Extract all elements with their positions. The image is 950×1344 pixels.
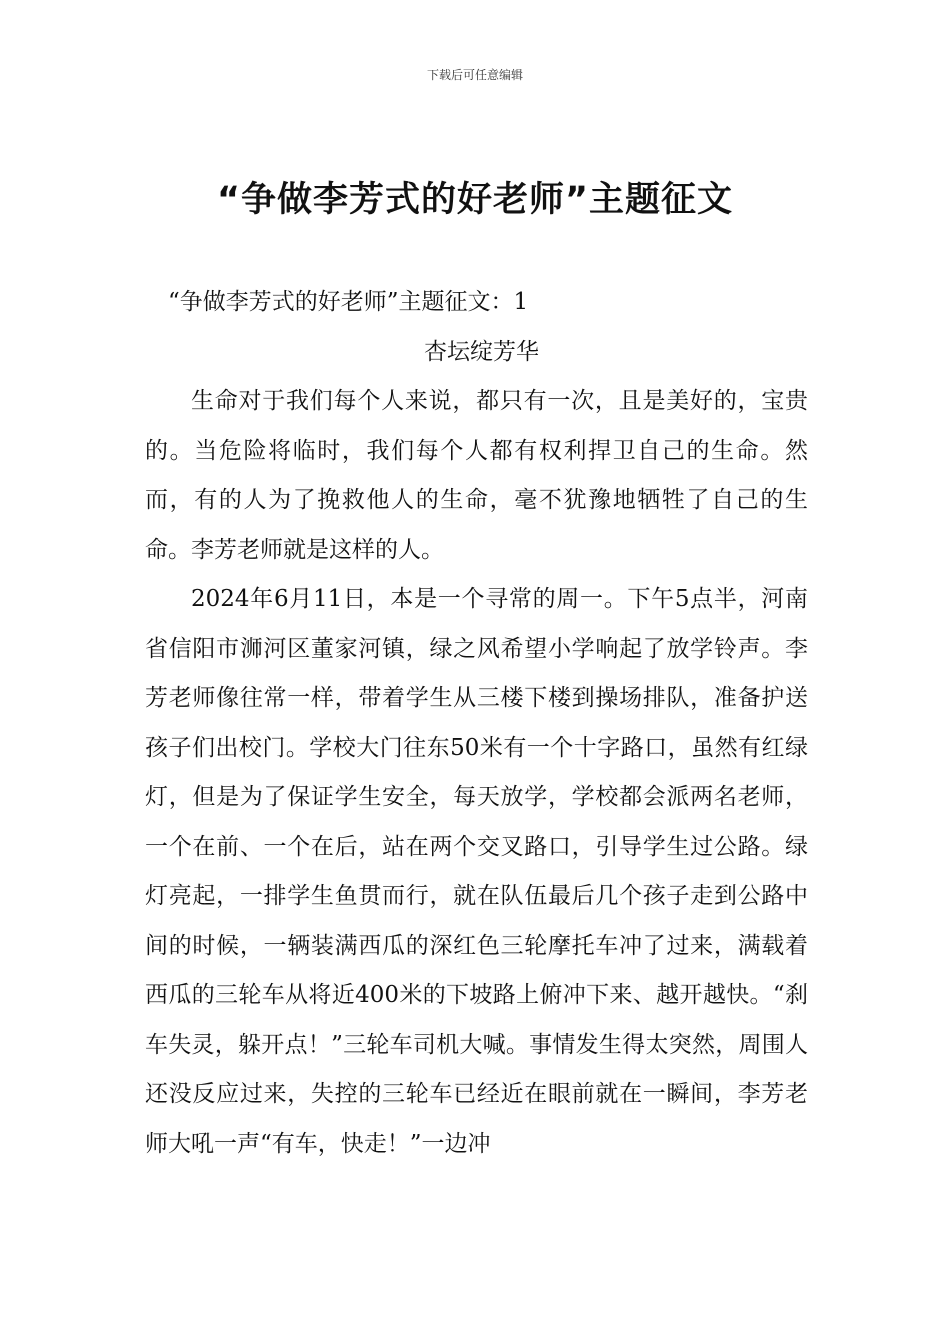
- header-note: 下载后可任意编辑: [426, 68, 523, 82]
- essay-subtitle: 杏坛绽芳华: [424, 338, 539, 365]
- document-body: [145, 278, 808, 1169]
- paragraph-1: 生命对于我们每个人来说，都只有一次，且是美好的，宝贵的。当危险将临时，我们每个人都有权利捍卫自己的生命。然而，有的人为了挽救他人的生命，毫不犹豫地牺牲了自己的生命。李芳老师就是这样的人。: [145, 388, 808, 563]
- section-heading: “争做李芳式的好老师”主题征文：1: [168, 289, 529, 315]
- document-title: “争做李芳式的好老师”主题征文: [216, 180, 733, 220]
- paragraph-2: 2024年6月11日，本是一个寻常的周一。下午5点半，河南省信阳市浉河区董家河镇，绿之风希望小学响起了放学铃声。李芳老师像往常一样，带着学生从三楼下楼到操场排队，准备护送孩子们出校门。学校大门往东50米有一个十字路口，虽然有红绿灯，但是为了保证学生安全，每天放学，学校都会派两名老师，一个在前、一个在后，站在两个交叉路口，引导学生过公路。绿灯亮起，一排学生鱼贯而行，就在队伍最后几个孩子走到公路中间的时候，一辆装满西瓜的深红色三轮摩托车冲了过来，满载着西瓜的三轮车从将近400米的下坡路上俯冲下来、越开越快。“刹车失灵，躲开点！”三轮车司机大喊。事情发生得太突然，周围人还没反应过来，失控的三轮车已经近在眼前就在一瞬间，李芳老师大吼一声“有车，快走！”一边冲: [145, 586, 808, 1157]
